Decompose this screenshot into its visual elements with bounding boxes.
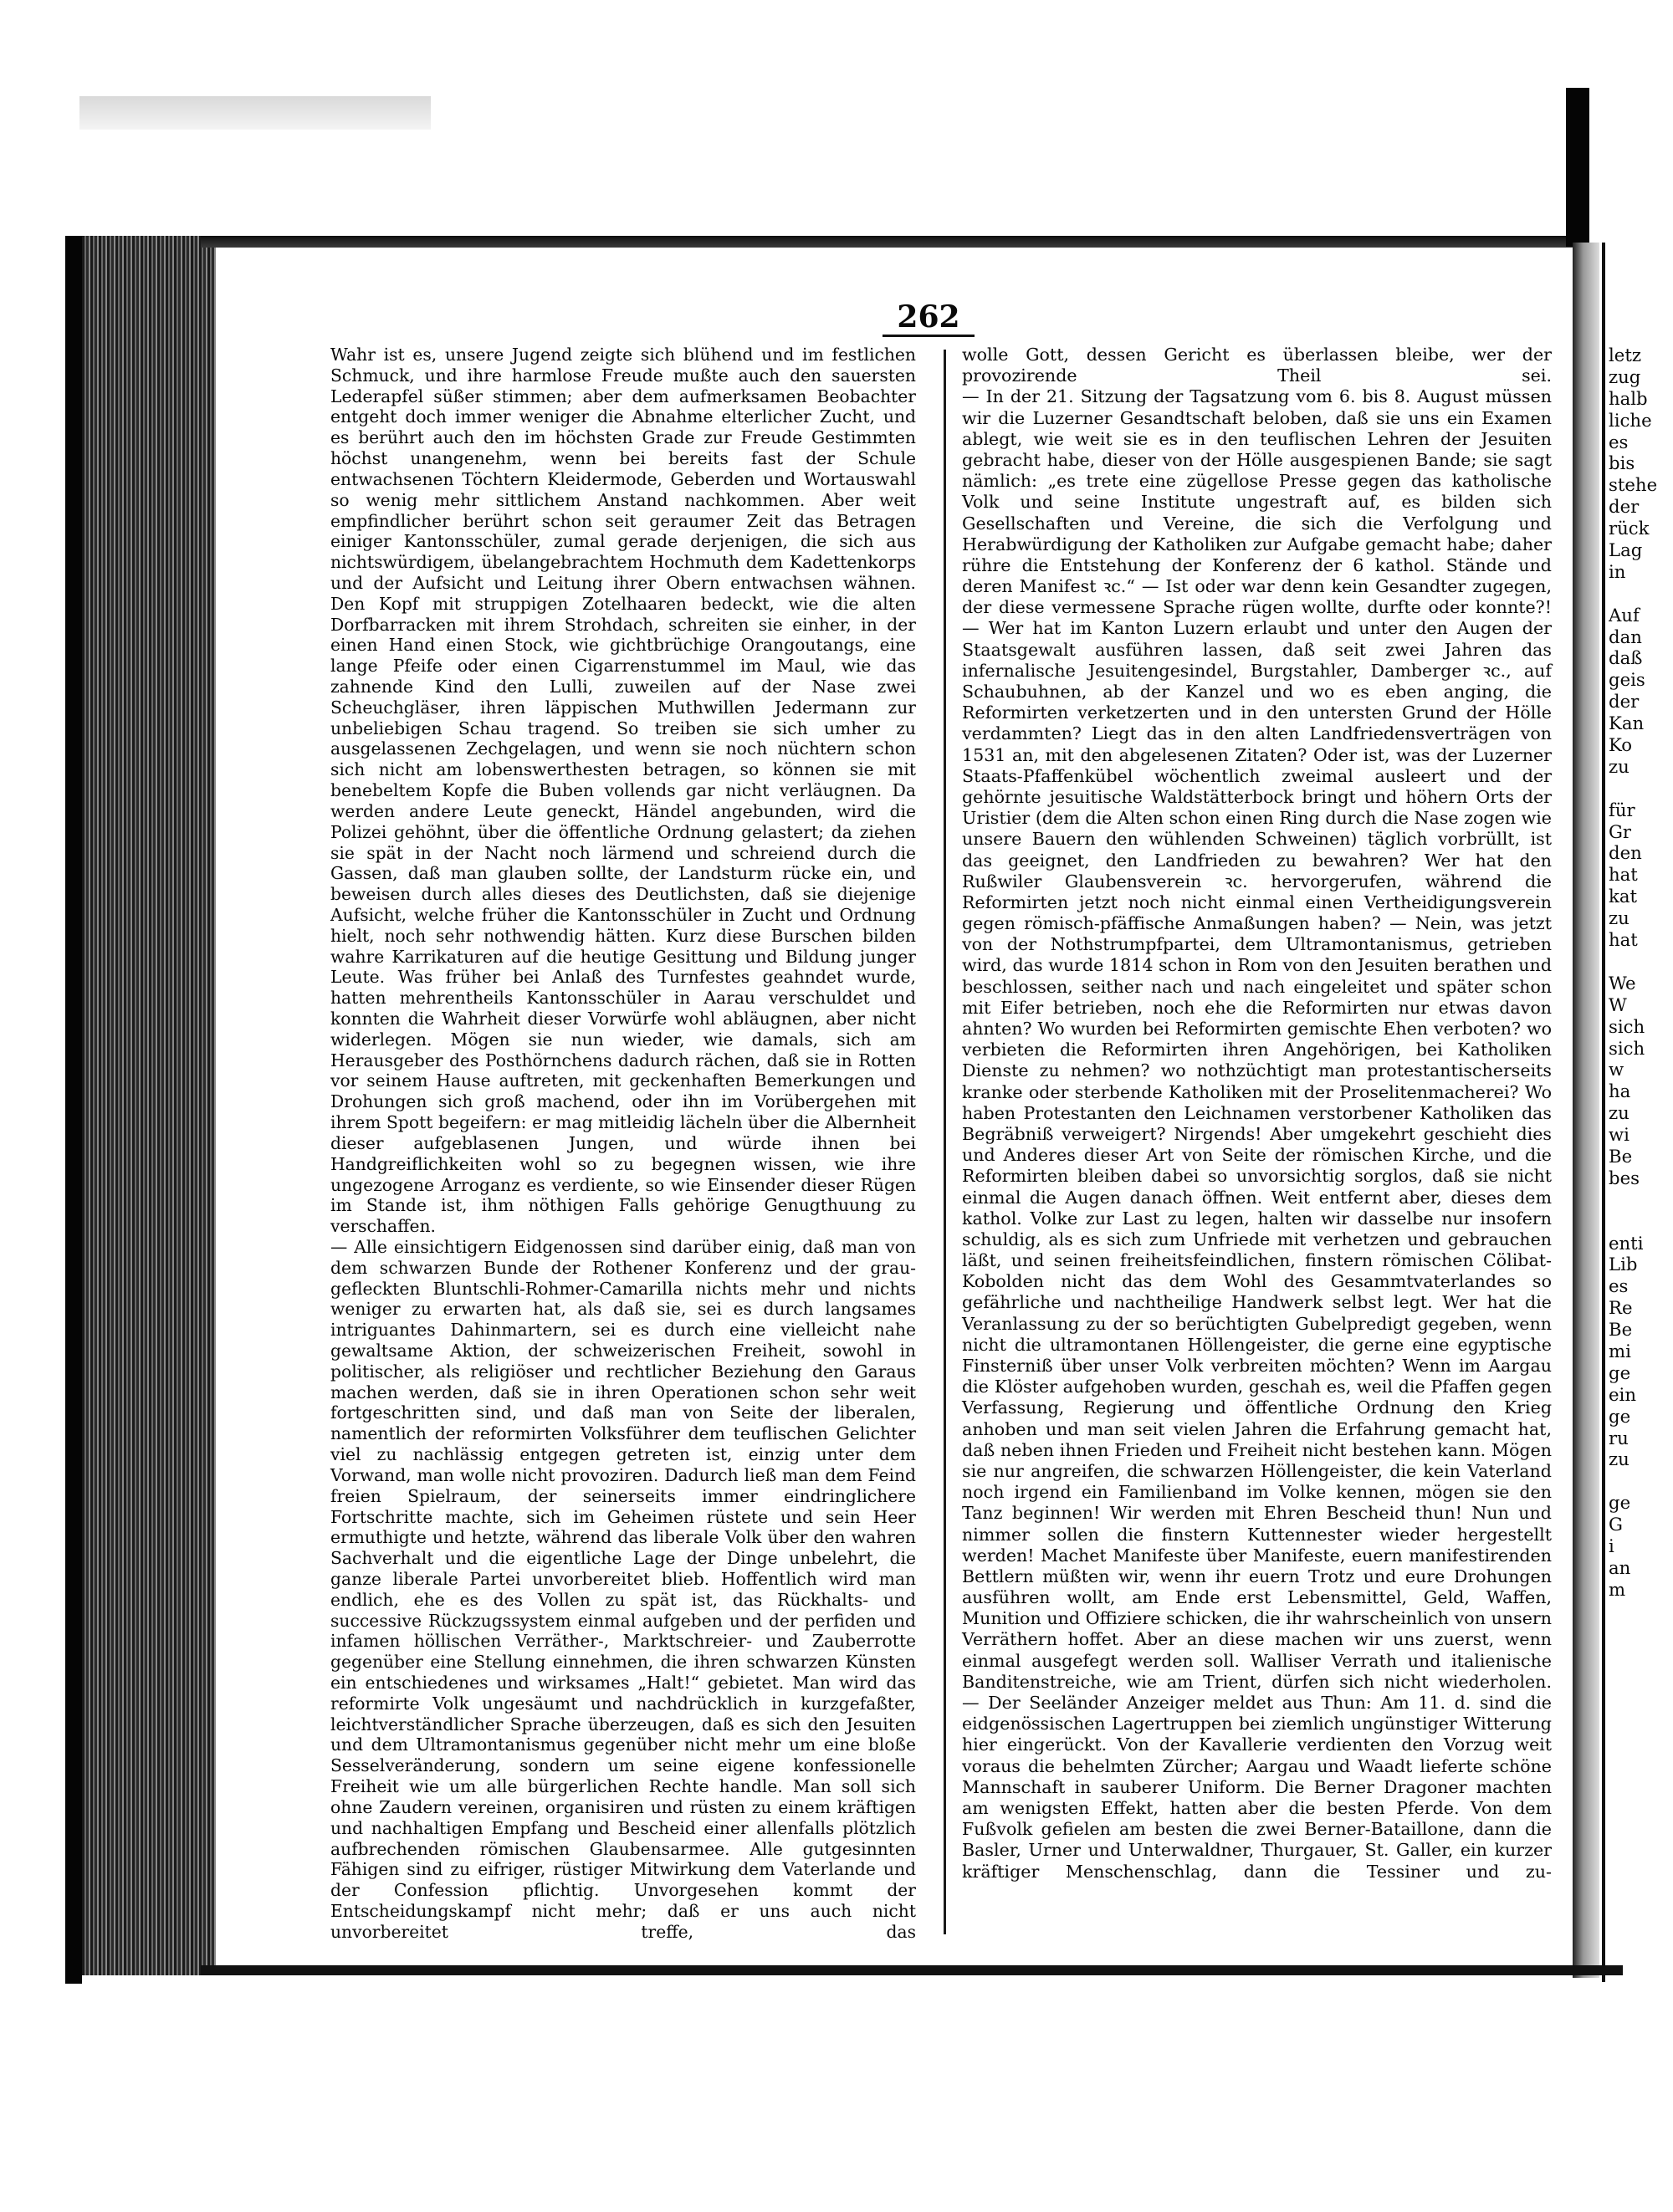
facing-page-fragment: Be xyxy=(1609,1145,1633,1167)
facing-page-fragment: Lib xyxy=(1609,1254,1638,1275)
right-column xyxy=(962,345,1552,1954)
facing-page-fragment: Re xyxy=(1609,1297,1633,1319)
facing-page-fragment: W xyxy=(1609,994,1627,1015)
facing-page-fragment: ge xyxy=(1609,1361,1631,1383)
facing-page-fragment: Lag xyxy=(1609,539,1643,561)
facing-page-fragment xyxy=(1609,778,1673,799)
facing-page-fragment: Be xyxy=(1609,1319,1633,1341)
left-paragraph-2: — Alle einsichtigern Eidgenossen sind darüber einig, daß man von dem schwarzen Bunde der Rothener Konferenz und der grau-gefleckten Bluntschli-Rohmer-Camarilla nichts mehr und nichts weniger zu erwarten hat, als daß sie, sei es durch langsames intriguantes Dahinmartern, sei es durch eine vielleicht nahe gewaltsame Aktion, der schweizerischen Freiheit, sowohl in politischer, als religiöser und rechtlicher Beziehung den Garaus machen werden, daß sie in ihren Operationen schon sehr weit fortgeschritten sind, und daß man von Seite der liberalen, namentlich der reformirten Volksführer dem teuflischen Gelichter viel zu nachlässig entgegen getreten ist, einzig unter dem Vorwand, man wolle nicht provoziren. Dadurch ließ man dem Feind freien Spielraum, der seinerseits immer eindringlichere Fortschritte machte, sich im Geheimen rüstete und sein Heer ermuthigte und hetzte, während das liberale Volk über den wahren Sachverhalt und die eigentliche Lage der Dinge unbelehrt, die ganze liberale Partei unvorbereitet blieb. Hoffentlich wird man endlich, ehe es des Vollen zu spät ist, das Rückhalts- und successive Rückzugssystem einmal aufgeben und der perfiden und infamen höllischen Verräther-, Marktschreier- und Zauberrotte gegenüber eine Stellung einnehmen, die ihren schwarzen Künsten ein entschiedenes und wirksames „Halt!“ gebietet. Man wird das reformirte Volk ungesäumt und nachdrücklich in kurzgefaßter, leichtverständlicher Sprache überzeugen, daß es sich den Jesuiten und dem Ultramontanismus gegenüber nicht mehr um eine bloße Sesselveränderung, sondern um seine eigene konfessionelle Freiheit wie um alle bürgerlichen Rechte handle. Man soll sich ohne Zaudern vereinen, organisiren und rüsten zu einem kräftigen und nachhaltigen Empfang und Bescheid einer allenfalls plötzlich aufbrechenden römischen Glaubensarmee. Alle gutgesinnten Fähigen sind zu eifriger, rüstiger Mitwirkung dem Vaterlande und der Confession pflichtig. Unvorgesehen kommt der Entscheidungskampf nicht mehr; daß er uns auch nicht unvorbereitet treffe, das xyxy=(330,1236,916,1942)
facing-page-fragment: Gr xyxy=(1609,820,1632,842)
facing-page-fragment: es xyxy=(1609,1275,1629,1297)
facing-page-fragment: zug xyxy=(1609,365,1641,387)
facing-page-fragment: G xyxy=(1609,1514,1623,1535)
facing-page-fragment: in xyxy=(1609,560,1626,582)
facing-page-fragment: rück xyxy=(1609,518,1650,539)
facing-page-fragment: enti xyxy=(1609,1232,1644,1254)
facing-page xyxy=(1602,243,1673,1982)
scan-marker-bar xyxy=(1566,88,1589,247)
facing-page-fragment: letz xyxy=(1609,345,1641,365)
facing-page-fragment: wi xyxy=(1609,1124,1630,1146)
facing-page-fragment xyxy=(1609,1211,1673,1233)
facing-page-fragment: hat xyxy=(1609,864,1638,886)
facing-page-fragment: der xyxy=(1609,691,1640,713)
facing-page-fragment: bis xyxy=(1609,452,1635,474)
facing-page-fragment: stehe xyxy=(1609,474,1658,496)
facing-page-fragment: ein xyxy=(1609,1383,1636,1405)
page-top-border xyxy=(201,236,1573,248)
facing-page-fragment: Kan xyxy=(1609,713,1645,734)
facing-page-fragment: der xyxy=(1609,496,1640,518)
facing-page-fragment: kat xyxy=(1609,886,1637,907)
left-column xyxy=(330,345,916,1954)
facing-page-fragment: ge xyxy=(1609,1492,1631,1514)
right-paragraph-1: wolle Gott, dessen Gericht es überlassen bleibe, wer der provozirende Theil sei. xyxy=(962,345,1552,386)
facing-page-fragment: zu xyxy=(1609,1102,1630,1124)
page-bottom-border xyxy=(201,1965,1623,1975)
facing-page-fragment: Ko xyxy=(1609,734,1633,756)
facing-page-text xyxy=(1609,345,1673,1601)
facing-page-fragment xyxy=(1609,951,1673,973)
facing-page-fragment: sich xyxy=(1609,1015,1645,1037)
facing-page-fragment: We xyxy=(1609,972,1636,994)
facing-page-fragment: zu xyxy=(1609,755,1630,777)
scan-shadow xyxy=(79,96,431,130)
facing-page-fragment: bes xyxy=(1609,1167,1640,1188)
facing-page-fragment: an xyxy=(1609,1556,1631,1578)
left-paragraph-1: Wahr ist es, unsere Jugend zeigte sich blühend und im festlichen Schmuck, und ihre harmlose Freude mußte auch den sauersten Lederapfel süßer stimmen; aber dem aufmerksamen Beobachter entgeht doch immer weniger die Abnahme elterlicher Zucht, und es berührt auch den im höchsten Grade zur Freude Gestimmten höchst unangenehm, wenn bei bereits fast der Schule entwachsenen Töchtern Kleidermode, Geberden und Wortauswahl so wenig mehr sittlichem Anstand nachkommen. Aber weit empfindlicher berührt schon seit geraumer Zeit das Betragen einiger Kantonsschüler, zumal gerade derjenigen, die sich aus nichtswürdigem, übelangebrachtem Hochmuth dem Kadettenkorps und der Aufsicht und Leitung ihrer Obern entwachsen wähnen. Den Kopf mit struppigen Zotelhaaren bedeckt, wie die alten Dorfbarracken mit ihrem Strohdach, schreiten sie einher, in der einen Hand einen Stock, wie gichtbrüchige Orangoutangs, eine lange Pfeife oder einen Cigarrenstummel im Maul, wie das zahnende Kind den Lulli, zuweilen auf der Nase zwei Scheuchgläser, ihren läppischen Muthwillen Jedermann zur unbeliebigen Schau tragend. So treiben sie sich umher zu ausgelassenen Zechgelagen, und wenn sie noch nüchtern schon sich nicht am lobenswerthesten betragen, so können sie mit benebeltem Kopfe die Buben vollends gar nicht verläugnen. Da werden andere Leute geneckt, Händel angebunden, wird die Polizei gehöhnt, über die öffentliche Ordnung gelastert; da ziehen sie spät in der Nacht noch lärmend und schreiend durch die Gassen, daß man glauben sollte, der Landsturm rücke ein, und beweisen durch alles dieses des Deutlichsten, daß sie diejenige Aufsicht, welche früher die Kantonsschüler in Zucht und Ordnung hielt, noch sehr nothwendig hätten. Kurz diese Burschen bilden wahre Karrikaturen auf die heutige Gesittung und Bildung junger Leute. Was früher bei Anlaß des Turnfestes geahndet wurde, hatten mehrentheils Kantonsschüler in Aarau verschuldet und konnten die Wahrheit dieser Vorwürfe wohl abläugnen, aber nicht widerlegen. Mögen sie nun wieder, wie damals, sich am Herausgeber des Posthörnchens dadurch rächen, daß sie in Rotten vor seinem Hause auftreten, mit geckenhaften Bemerkungen und Drohungen sich groß machend, oder ihn im Vorübergehen mit ihrem Spott begeifern: er mag mitleidig lächeln über die Albernheit dieser aufgeblasenen Jungen, und würde ihnen bei Handgreiflichkeiten wohl so zu begegnen wissen, wie ihre ungezogene Arroganz es verdiente, so wie Einsender dieser Rügen im Stande ist, ihm nöthigen Falls gehörige Genugthuung zu verschaffen. xyxy=(330,345,916,1237)
page-number: 262 xyxy=(897,299,960,335)
facing-page-fragment: es xyxy=(1609,431,1629,452)
facing-page-fragment xyxy=(1609,1189,1673,1211)
facing-page-fragment: halb xyxy=(1609,387,1648,409)
facing-page-fragment xyxy=(1609,1470,1673,1492)
facing-page-fragment: für xyxy=(1609,799,1635,820)
facing-page-fragment xyxy=(1609,583,1673,605)
facing-page-fragment: mi xyxy=(1609,1340,1631,1361)
facing-page-fragment: geis xyxy=(1609,669,1645,691)
facing-page-fragment: dan xyxy=(1609,626,1642,647)
facing-page-fragment: ge xyxy=(1609,1405,1631,1427)
book-page-edges xyxy=(65,236,216,1975)
facing-page-fragment: w xyxy=(1609,1059,1624,1080)
facing-page-fragment: m xyxy=(1609,1578,1626,1600)
facing-page-fragment: den xyxy=(1609,842,1642,864)
page-number-rule xyxy=(883,335,975,337)
right-paragraph-4: — Der Seeländer Anzeiger meldet aus Thun: Am 11. d. sind die eidgenössischen Lagertruppen bei ziemlich ungünstiger Witterung hier eingerückt. Von der Kavallerie verdienten den Vorzug weit voraus die behelmten Zürcher; Aargau und Waadt lieferte schöne Mannschaft in sauberer Uniform. Die Berner Dragoner machten am wenigsten Effekt, hatten aber die besten Pferde. Von dem Fußvolk gefielen am besten die zwei Berner-Bataillone, dann die Basler, Urner und Unterwaldner, Thurgauer, St. Galler, ein kurzer kräftiger Menschenschlag, dann die Tessiner und zu- xyxy=(962,1693,1552,1882)
facing-page-fragment: Auf xyxy=(1609,604,1640,626)
book-gutter xyxy=(1573,243,1599,1978)
facing-page-fragment: zu xyxy=(1609,907,1630,929)
book-cover-edge xyxy=(65,236,82,1984)
right-paragraph-3: — Wer hat im Kanton Luzern erlaubt und unter den Augen der Staatsgewalt ausführen lassen, daß seit zwei Jahren das infernalische Jesuitengesindel, Burgstahler, Damberger ꝛc., auf Schaubuhnen, ab der Kanzel und wo es eben anging, die Reformirten verketzerten und in den untersten Grund der Hölle verdammten? Liegt das in den alten Landfriedensverträgen von 1531 an, mit den abgelesenen Zitaten? Oder ist, was der Luzerner Staats-Pfaffenkübel wöchentlich zweimal ausleert und der gehörnte jesuitische Waldstätterbock bringt und höhern Orts der Uristier (dem die Alten schon einen Ring durch die Nase zogen wie unsere Bauern den wühlenden Schweinen) täglich vorbrüllt, ist das geeignet, den Landfrieden zu bewahren? Wer hat den Rußwiler Glaubensverein ꝛc. hervorgerufen, während die Reformirten jetzt noch nicht einmal einen Vertheidigungsverein gegen römisch-pfäffische Anmaßungen haben? — Nein, was jetzt von der Nothstrumpfpartei, dem Ultramontanismus, getrieben wird, das wurde 1814 schon in Rom von den Jesuiten berathen und beschlossen, seither nach und nach eingeleitet und später schon mit Eifer betrieben, noch ehe die Reformirten nur etwas davon ahnten? Wo wurden bei Reformirten gemischte Ehen verboten? wo verbieten die Reformirten ihren Angehörigen, bei Katholiken Dienste zu nehmen? wo nothzüchtigt man protestantischerseits kranke oder sterbende Katholiken mit der Proselitenmacherei? Wo haben Protestanten den Leichnamen verstorbener Katholiken das Begräbniß verweigert? Nirgends! Aber umgekehrt geschieht dies und Anderes dieser Art von Seite der römischen Kirche, und die Reformirten bleiben dabei so unvorsichtig sorglos, daß sie nicht einmal die Augen danach öffnen. Weit entfernt aber, dieses dem kathol. Volke zur Last zu legen, halten wir dasselbe nur insofern schuldig, als es sich zum Unfriede mit verhetzen und gebrauchen läßt, und seinen freiheitsfeindlichen, finstern römischen Cölibat-Kobolden nicht das dem Wohl des Gesammtvaterlandes so gefährliche und nachtheilige Handwerk selbst legt. Wer hat die Veranlassung zu der so berüchtigten Gubelpredigt gegeben, wenn nicht die ultramontanen Höllengeister, die gerne eine egyptische Finsterniß über unser Volk verbreiten möchten? Wenn im Aargau die Klöster aufgehoben wurden, geschah es, weil die Pfaffen gegen Verfassung, Regierung und öffentliche Ordnung den Krieg anhoben und man seit vielen Jahren die Erfahrung gemacht hat, daß neben ihnen Frieden und Freiheit nicht bestehen kann. Mögen sie nur angreifen, die schwarzen Höllengeister, die kein Vaterland noch irgend ein Familienband im Volke kennen, mögen sie den Tanz beginnen! Wir werden mit Ehren Bescheid thun! Nun und nimmer sollen die finstern Kuttennester wieder hergestellt werden! Machet Manifeste über Manifeste, euern manifestirenden Bettlern müßten wir, wenn ihr euern Trotz und eure Drohungen ausführen wollt, am Ende erst Lebensmittel, Geld, Waffen, Munition und Offiziere schicken, die ihr wahrscheinlich von unsern Verräthern hoffet. Aber an diese machen wir uns zuerst, wenn einmal ausgefegt werden soll. Walliser Verrath und italienische Banditenstreiche, wie am Trient, dürfen sich nicht wiederholen. xyxy=(962,618,1552,1692)
facing-page-fragment: sich xyxy=(1609,1037,1645,1059)
facing-page-fragment: ha xyxy=(1609,1080,1631,1102)
facing-page-fragment: ru xyxy=(1609,1427,1629,1448)
facing-page-fragment: zu xyxy=(1609,1448,1630,1470)
right-paragraph-2: — In der 21. Sitzung der Tagsatzung vom 6. bis 8. August müssen wir die Luzerner Gesandtschaft beloben, daß sie uns ein Examen ablegt, wie weit sie es in den teuflischen Lehren der Jesuiten gebracht habe, dieser von der Hölle ausgespienen Bande; sie sagt nämlich: „es trete eine zügellose Presse gegen das katholische Volk und seine Institute ungestraft auf, es bilden sich Gesellschaften und Vereine, die sich die Verfolgung und Herabwürdigung der Katholiken zur Aufgabe gemacht habe; daher rühre die Entstehung der Konferenz der 6 kathol. Stände und deren Manifest ꝛc.“ — Ist oder war denn kein Gesandter zugegen, der diese vermessene Sprache rügen wollte, durfte oder konnte?! xyxy=(962,386,1552,618)
column-divider xyxy=(944,350,946,1934)
facing-page-fragment: liche xyxy=(1609,409,1652,431)
facing-page-fragment: i xyxy=(1609,1535,1614,1556)
facing-page-fragment: hat xyxy=(1609,929,1638,951)
facing-page-fragment: daß xyxy=(1609,647,1643,669)
